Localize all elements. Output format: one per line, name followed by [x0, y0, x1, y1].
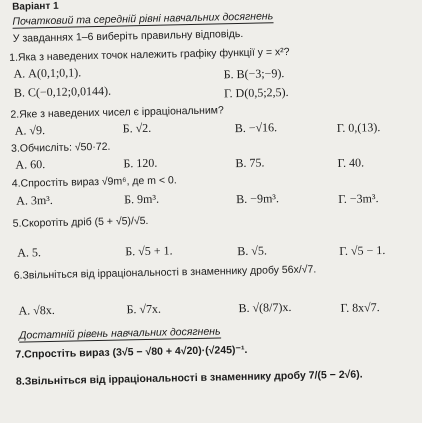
q2-option-c[interactable]: В. −√16. — [234, 120, 278, 136]
question-6: 6.Звільніться від ірраціональності в знаменнику дробу 56x/√7. — [13, 263, 317, 282]
question-3: 3.Обчисліть: √50·72. — [10, 140, 111, 155]
q1-option-a[interactable]: А. A(0,1;0,1). — [13, 65, 82, 81]
level-heading-basic: Початковий та середній рівні навчальних досягнень — [12, 10, 274, 28]
q5-option-a[interactable]: А. 5. — [17, 245, 42, 260]
q4-option-b[interactable]: Б. 9m³. — [124, 191, 160, 207]
question-5: 5.Скоротіть дріб (5 + √5)/√5. — [12, 214, 149, 230]
q4-option-a[interactable]: А. 3m³. — [16, 192, 53, 208]
q5-option-b[interactable]: Б. √5 + 1. — [125, 243, 173, 259]
level-heading-sufficient: Достатній рівень навчальних досягнень — [18, 325, 221, 342]
q2-option-b[interactable]: Б. √2. — [122, 120, 152, 136]
q4-option-c[interactable]: В. −9m³. — [236, 191, 280, 207]
q1-option-d[interactable]: Г. D(0,5;2,5). — [223, 84, 289, 101]
question-8: 8.Звільніться від ірраціональності в знаменнику дробу 7/(5 − 2√6). — [15, 368, 363, 388]
question-7: 7.Спростіть вираз (3√5 − √80 + 4√20)·(√245)⁻¹. — [15, 343, 248, 361]
question-1: 1.Яка з наведених точок належить графіку функції y = x²? — [9, 45, 290, 64]
q6-option-a[interactable]: А. √8x. — [18, 302, 55, 318]
instruction-text: У завданнях 1–6 виберіть правильну відповідь. — [12, 27, 244, 45]
q4-option-d[interactable]: Г. −3m³. — [338, 191, 379, 206]
q3-option-c[interactable]: В. 75. — [235, 155, 265, 171]
q3-option-d[interactable]: Г. 40. — [337, 155, 365, 170]
q2-option-d[interactable]: Г. 0,(13). — [336, 120, 381, 135]
q1-option-c[interactable]: В. C(−0,12;0,0144). — [13, 83, 112, 100]
q5-option-d[interactable]: Г. √5 − 1. — [339, 242, 386, 258]
q3-option-b[interactable]: Б. 120. — [123, 155, 158, 171]
q6-option-b[interactable]: Б. √7x. — [126, 301, 162, 317]
q2-option-a[interactable]: А. √9. — [14, 123, 46, 138]
q6-option-c[interactable]: В. √(8/7)x. — [238, 299, 292, 316]
q1-option-b[interactable]: Б. B(−3;−9). — [223, 66, 285, 82]
q3-option-a[interactable]: А. 60. — [15, 157, 46, 172]
q5-option-c[interactable]: В. √5. — [237, 243, 268, 259]
question-2: 2.Яке з наведених чисел є ірраціональним? — [10, 104, 224, 121]
question-4: 4.Спростіть вираз √9m⁶, де m < 0. — [11, 174, 177, 190]
q6-option-d[interactable]: Г. 8x√7. — [340, 300, 380, 315]
variant-title: Варіант 1 — [12, 0, 59, 13]
